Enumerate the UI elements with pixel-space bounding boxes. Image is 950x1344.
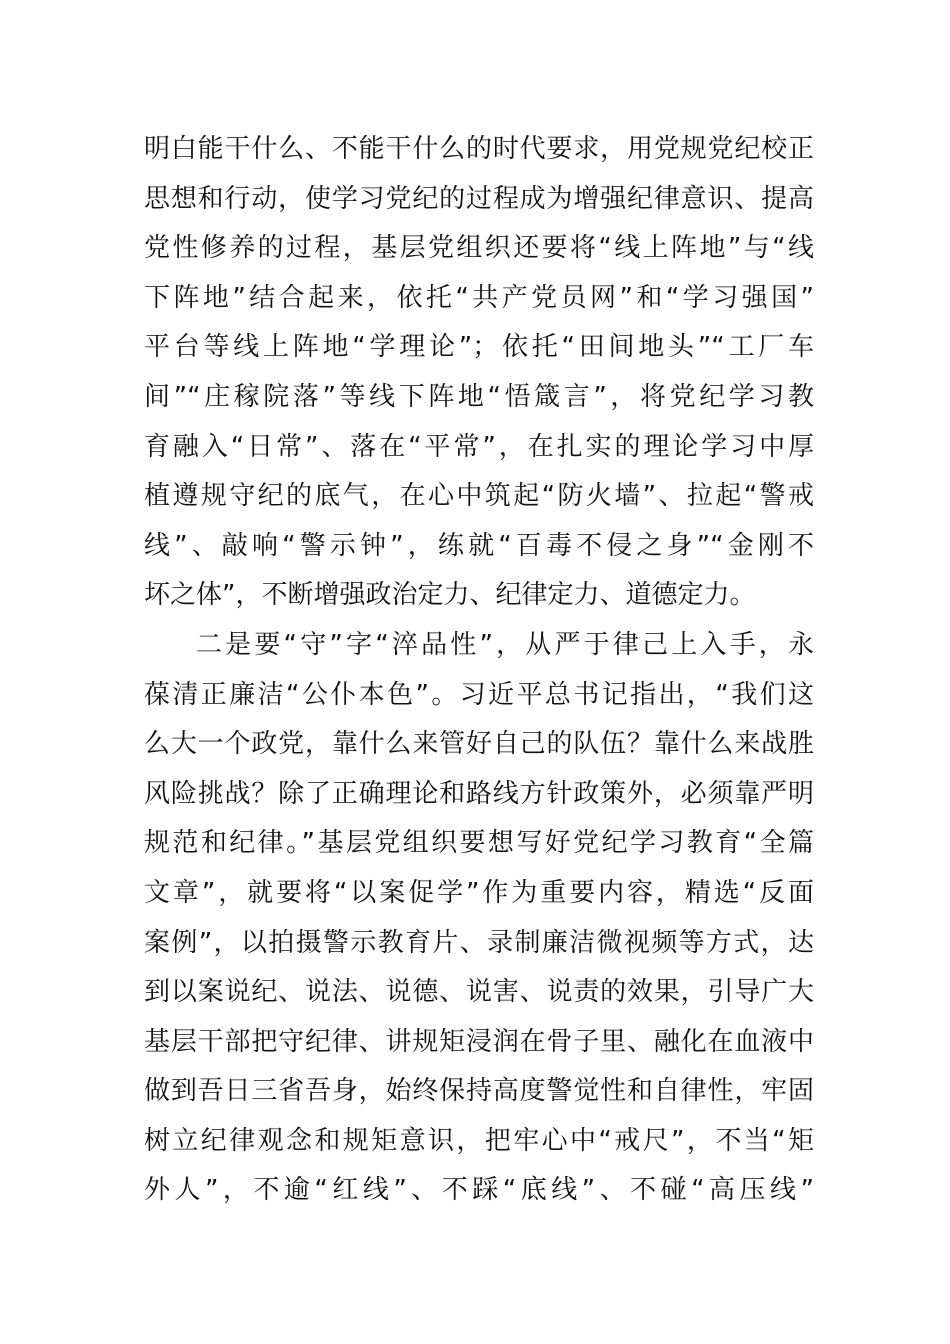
text-line: 下阵地”结合起来，依托“共产党员网”和“学习强国” xyxy=(144,282,814,313)
text-line: 二是要“守”字“淬品性”，从严于律己上入手，永 xyxy=(196,629,814,660)
text-line: 间”“庄稼院落”等线下阵地“悟箴言”，将党纪学习教 xyxy=(144,381,814,412)
text-line: 案例”，以拍摄警示教育片、录制廉洁微视频等方式，达 xyxy=(144,927,814,958)
text-line: 到以案说纪、说法、说德、说害、说责的效果，引导广大 xyxy=(144,977,814,1008)
text-line: 么大一个政党，靠什么来管好自己的队伍？靠什么来战胜 xyxy=(144,729,814,760)
text-line: 植遵规守纪的底气，在心中筑起“防火墙”、拉起“警戒 xyxy=(144,481,814,512)
text-line: 文章”，就要将“以案促学”作为重要内容，精选“反面 xyxy=(144,877,814,908)
text-line: 风险挑战？除了正确理论和路线方针政策外，必须靠严明 xyxy=(144,778,814,809)
text-line: 明白能干什么、不能干什么的时代要求，用党规党纪校正 xyxy=(144,134,814,164)
body-text xyxy=(144,125,814,1216)
text-line: 平台等线上阵地“学理论”；依托“田间地头”“工厂车 xyxy=(144,332,814,363)
text-line: 坏之体”，不断增强政治定力、纪律定力、道德定力。 xyxy=(144,580,756,611)
text-line: 外人”，不逾“红线”、不踩“底线”、不碰“高压线” xyxy=(144,1175,814,1206)
text-line: 基层干部把守纪律、讲规矩浸润在骨子里、融化在血液中 xyxy=(144,1026,814,1057)
text-line: 线”、敲响“警示钟”，练就“百毒不侵之身”“金刚不 xyxy=(144,530,814,561)
text-line: 做到吾日三省吾身，始终保持高度警觉性和自律性，牢固 xyxy=(144,1076,814,1107)
text-line: 树立纪律观念和规矩意识，把牢心中“戒尺”，不当“矩 xyxy=(144,1125,814,1156)
text-line: 党性修养的过程，基层党组织还要将“线上阵地”与“线 xyxy=(144,233,814,264)
text-line: 育融入“日常”、落在“平常”，在扎实的理论学习中厚 xyxy=(144,431,814,462)
text-line: 思想和行动，使学习党纪的过程成为增强纪律意识、提高 xyxy=(144,183,814,214)
text-line: 规范和纪律。”基层党组织要想写好党纪学习教育“全篇 xyxy=(144,828,814,859)
text-line: 葆清正廉洁“公仆本色”。习近平总书记指出，“我们这 xyxy=(144,679,814,710)
